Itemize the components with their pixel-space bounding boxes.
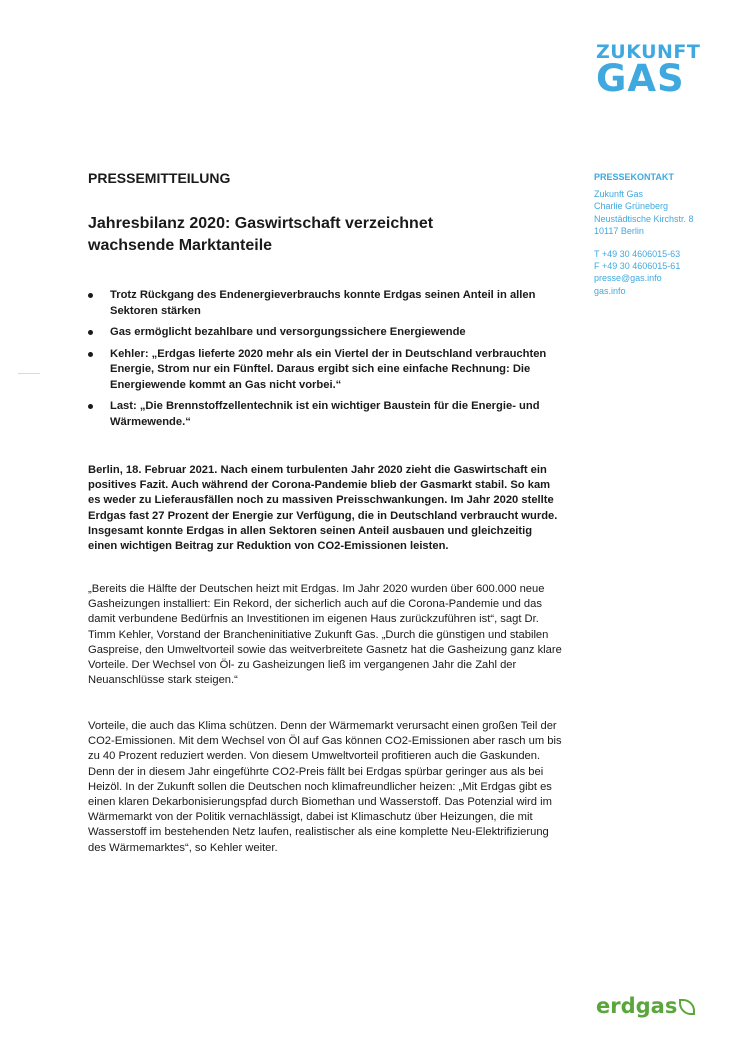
- bullet-icon: [88, 404, 93, 409]
- bullet-text: Kehler: „Erdgas lieferte 2020 mehr als ein Viertel der in Deutschland verbrauchten Energie, Strom nur ein Fünftel. Daraus ergibt sich eine einfache Rechnung: Die Energiewende kommt an Gas nicht vorbei.“: [110, 347, 547, 391]
- bullet-text: Gas ermöglicht bezahlbare und versorgungssichere Energiewende: [110, 326, 466, 338]
- contact-fax: F +49 30 4606015-61: [594, 261, 681, 272]
- bullet-text: Trotz Rückgang des Endenergieverbrauchs konnte Erdgas seinen Anteil in allen Sektoren stärken: [110, 289, 536, 317]
- contact-phone: T +49 30 4606015-63: [594, 249, 681, 260]
- contact-person: Charlie Grüneberg: [594, 201, 669, 212]
- erdgas-logo-text: erdgas: [596, 994, 678, 1018]
- bullet-text: Last: „Die Brennstoffzellentechnik ist ein wichtiger Baustein für die Energie- und Wärmewende.“: [110, 400, 540, 428]
- contact-details: [594, 248, 734, 297]
- zukunft-gas-logo: [596, 41, 701, 100]
- list-item: [88, 347, 558, 394]
- headline: Jahresbilanz 2020: Gaswirtschaft verzeichnet wachsende Marktanteile: [88, 215, 434, 254]
- contact-heading: PRESSEKONTAKT: [594, 172, 674, 182]
- bullet-icon: [88, 293, 93, 298]
- contact-org: Zukunft Gas: [594, 189, 644, 200]
- erdgas-logo: [596, 994, 695, 1018]
- document-label: PRESSEMITTEILUNG: [88, 170, 231, 186]
- leaf-icon: [679, 999, 695, 1015]
- contact-street: Neustädtische Kirchstr. 8: [594, 213, 694, 224]
- bullet-icon: [88, 352, 93, 357]
- body-paragraph-2: Vorteile, die auch das Klima schützen. Denn der Wärmemarkt verursacht einen großen Teil der CO2-Emissionen. Mit dem Wechsel von Öl auf Gas können CO2-Emissionen aber rasch um bis zu 40 Prozent reduziert werden. Von diesem Umweltvorteil profitieren auch die Gaskunden. Denn der in diesem Jahr eingeführte CO2-Preis fällt bei Erdgas spürbar geringer aus als bei Heizöl. In der Zukunft sollen die Deutschen noch klimafreundlicher heizen: „Mit Erdgas gibt es einen klaren Dekarbonisierungspfad durch Biomethan und Wasserstoff. Das Potenzial wird im Wärmemarkt von der Politik vernachlässigt, dabei ist Klimaschutz über Heizungen, die mit Wasserstoff im bestehenden Netz laufen, realistischer als eine komplette Neu-Elektrifizierung des Wärmemarktes“, so Kehler weiter.: [88, 720, 562, 854]
- list-item: [88, 325, 558, 341]
- lead-paragraph: Berlin, 18. Februar 2021. Nach einem turbulenten Jahr 2020 zieht die Gaswirtschaft ein positives Fazit. Auch während der Corona-Pandemie blieb der Gasmarkt stabil. So kam es weder zu Lieferausfällen noch zu massiven Preisschwankungen. Im Jahr 2020 stellte Erdgas fast 27 Prozent der Energie zur Verfügung, die in Deutschland verbraucht wurde. Insgesamt konnte Erdgas in allen Sektoren seinen Anteil ausbauen und gleichzeitig einen wichtigen Beitrag zur Reduktion von CO2-Emissionen leisten.: [88, 464, 558, 553]
- contact-website-link[interactable]: gas.info: [594, 285, 626, 296]
- side-marker: [18, 373, 40, 374]
- body-paragraph-1: „Bereits die Hälfte der Deutschen heizt mit Erdgas. Im Jahr 2020 wurden über 600.000 neue Gasheizungen installiert: Ein Rekord, der sicherlich auch auf die Corona-Pandemie und das damit verbundene Bedürfnis an Investitionen im eigenen Haus zurückzuführen ist“, sagt Dr. Timm Kehler, Vorstand der Brancheninitiative Zukunft Gas. „Durch die günstigen und stabilen Gaspreise, den Umweltvorteil sowie das weitverbreitete Gasnetz hat die Gasheizung ganz klare Vorteile. Der Wechsel von Öl- zu Gasheizungen ließ im vergangenen Jahr die Zahl der Neuanschlüsse stark steigen.“: [88, 583, 562, 687]
- contact-city: 10117 Berlin: [594, 225, 644, 236]
- bullet-icon: [88, 330, 93, 335]
- press-contact: [594, 171, 734, 297]
- contact-email-link[interactable]: presse@gas.info: [594, 273, 662, 284]
- logo-line-1: ZUKUNFT: [596, 41, 701, 63]
- list-item: [88, 399, 558, 430]
- logo-line-2: GAS: [596, 57, 685, 100]
- contact-address: [594, 188, 734, 237]
- list-item: [88, 288, 558, 319]
- key-points-list: [88, 288, 558, 436]
